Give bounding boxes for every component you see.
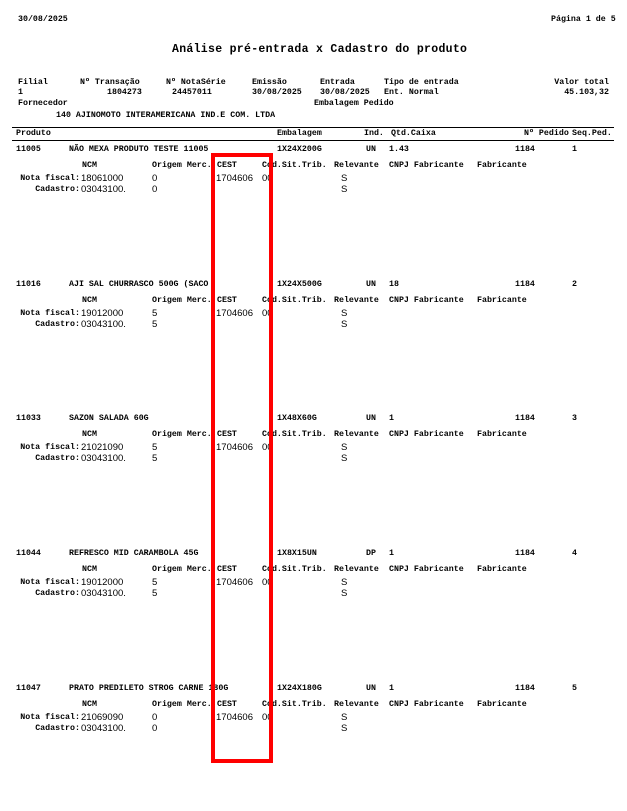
sub-col-origem: Origem Merc. — [152, 161, 212, 170]
nf-relevante: S — [341, 442, 348, 453]
nf-relevante: S — [341, 712, 348, 723]
product-name: NÃO MEXA PRODUTO TESTE 11005 — [69, 145, 209, 154]
nf-cst: 00 — [262, 712, 273, 723]
product-pedido: 1184 — [515, 145, 535, 154]
entrada-value: 30/08/2025 — [320, 88, 370, 97]
nf-relevante: S — [341, 308, 348, 319]
sub-col-relevante: Relevante — [334, 430, 379, 439]
product-ind: UN — [366, 280, 376, 289]
cad-ncm: 03043100. — [81, 723, 126, 734]
cad-origem: 5 — [152, 319, 158, 330]
product-qtd-caixa: 1 — [389, 684, 394, 693]
emissao-value: 30/08/2025 — [252, 88, 302, 97]
nf-ncm: 19012000 — [81, 577, 124, 588]
nf-origem: 5 — [152, 442, 158, 453]
sub-col-relevante: Relevante — [334, 296, 379, 305]
nf-cst: 00 — [262, 308, 273, 319]
cest-highlight-box — [211, 153, 273, 763]
product-block — [0, 681, 627, 811]
cad-relevante: S — [341, 723, 348, 734]
nf-cest: 1704606 — [216, 308, 253, 319]
cad-origem: 0 — [152, 723, 158, 734]
nf-origem: 5 — [152, 577, 158, 588]
sub-col-ncm: NCM — [82, 565, 97, 574]
col-qtd-caixa: Qtd.Caixa — [391, 129, 436, 138]
sub-col-cnpj: CNPJ Fabricante — [389, 565, 464, 574]
nf-ncm: 18061000 — [81, 173, 124, 184]
product-pedido: 1184 — [515, 684, 535, 693]
sub-col-fabricante: Fabricante — [477, 700, 527, 709]
sub-col-relevante: Relevante — [334, 700, 379, 709]
nf-ncm: 19012000 — [81, 308, 124, 319]
product-name: REFRESCO MID CARAMBOLA 45G — [69, 549, 199, 558]
sub-col-cnpj: CNPJ Fabricante — [389, 296, 464, 305]
nota-fiscal-label: Nota fiscal: — [20, 578, 80, 587]
sub-col-ncm: NCM — [82, 430, 97, 439]
transacao-label: Nº Transação — [80, 78, 140, 87]
product-pedido: 1184 — [515, 414, 535, 423]
sub-col-cnpj: CNPJ Fabricante — [389, 700, 464, 709]
cad-relevante: S — [341, 453, 348, 464]
col-ind: Ind. — [364, 129, 384, 138]
sub-col-cnpj: CNPJ Fabricante — [389, 161, 464, 170]
product-qtd-caixa: 1 — [389, 414, 394, 423]
nota-label: Nº NotaSérie — [166, 78, 226, 87]
sub-col-relevante: Relevante — [334, 161, 379, 170]
cadastro-label: Cadastro: — [35, 320, 80, 329]
nota-value: 24457011 — [172, 88, 212, 97]
product-name: AJI SAL CHURRASCO 500G (SACO — [69, 280, 209, 289]
product-embalagem: 1X8X15UN — [277, 549, 317, 558]
product-block — [0, 546, 627, 676]
product-block — [0, 142, 627, 272]
product-seq-ped: 5 — [572, 684, 577, 693]
sub-col-fabricante: Fabricante — [477, 296, 527, 305]
nf-cst: 00 — [262, 577, 273, 588]
fornecedor-value: 140 AJINOMOTO INTERAMERICANA IND.E COM. LTDA — [56, 111, 276, 120]
cadastro-label: Cadastro: — [35, 454, 80, 463]
sub-col-cod-sit: Cód.Sit.Trib. — [262, 161, 327, 170]
cad-relevante: S — [341, 588, 348, 599]
product-code: 11044 — [16, 549, 41, 558]
cad-relevante: S — [341, 184, 348, 195]
product-qtd-caixa: 1 — [389, 549, 394, 558]
nf-ncm: 21069090 — [81, 712, 124, 723]
product-seq-ped: 2 — [572, 280, 577, 289]
product-seq-ped: 4 — [572, 549, 577, 558]
product-code: 11016 — [16, 280, 41, 289]
sub-col-cod-sit: Cód.Sit.Trib. — [262, 296, 327, 305]
nota-fiscal-label: Nota fiscal: — [20, 443, 80, 452]
col-pedido: Nº Pedido — [524, 129, 569, 138]
product-code: 11033 — [16, 414, 41, 423]
product-pedido: 1184 — [515, 549, 535, 558]
tipo-value: Ent. Normal — [384, 88, 439, 97]
sub-col-relevante: Relevante — [334, 565, 379, 574]
product-pedido: 1184 — [515, 280, 535, 289]
cad-ncm: 03043100. — [81, 184, 126, 195]
product-qtd-caixa: 1.43 — [389, 145, 409, 154]
sub-col-cnpj: CNPJ Fabricante — [389, 430, 464, 439]
product-seq-ped: 3 — [572, 414, 577, 423]
sub-col-ncm: NCM — [82, 161, 97, 170]
header-top-rule — [12, 127, 614, 128]
sub-col-cest: CEST — [217, 430, 237, 439]
product-embalagem: 1X24X500G — [277, 280, 322, 289]
nf-ncm: 21021090 — [81, 442, 124, 453]
sub-col-cod-sit: Cód.Sit.Trib. — [262, 700, 327, 709]
nf-origem: 0 — [152, 173, 158, 184]
sub-col-origem: Origem Merc. — [152, 430, 212, 439]
sub-col-cod-sit: Cód.Sit.Trib. — [262, 430, 327, 439]
cad-ncm: 03043100. — [81, 588, 126, 599]
product-ind: UN — [366, 414, 376, 423]
sub-col-origem: Origem Merc. — [152, 565, 212, 574]
product-name: SAZON SALADA 60G — [69, 414, 149, 423]
nf-cst: 00 — [262, 442, 273, 453]
transacao-value: 1804273 — [107, 88, 142, 97]
nota-fiscal-label: Nota fiscal: — [20, 713, 80, 722]
cad-relevante: S — [341, 319, 348, 330]
cad-origem: 5 — [152, 588, 158, 599]
valor-label: Valor total — [554, 78, 609, 87]
emissao-label: Emissão — [252, 78, 287, 87]
nf-cest: 1704606 — [216, 712, 253, 723]
valor-value: 45.103,32 — [564, 88, 609, 97]
sub-col-ncm: NCM — [82, 296, 97, 305]
product-qtd-caixa: 18 — [389, 280, 399, 289]
product-ind: UN — [366, 684, 376, 693]
nf-cest: 1704606 — [216, 173, 253, 184]
fornecedor-label: Fornecedor — [18, 99, 68, 108]
filial-label: Filial — [18, 78, 48, 87]
header-bottom-rule — [12, 140, 614, 141]
tipo-label: Tipo de entrada — [384, 78, 459, 87]
cad-ncm: 03043100. — [81, 319, 126, 330]
product-ind: UN — [366, 145, 376, 154]
embalagem-pedido-label: Embalagem Pedido — [314, 99, 394, 108]
sub-col-fabricante: Fabricante — [477, 565, 527, 574]
product-code: 11047 — [16, 684, 41, 693]
product-ind: DP — [366, 549, 376, 558]
nf-relevante: S — [341, 577, 348, 588]
nf-relevante: S — [341, 173, 348, 184]
nf-origem: 5 — [152, 308, 158, 319]
product-embalagem: 1X24X180G — [277, 684, 322, 693]
nf-cest: 1704606 — [216, 577, 253, 588]
nf-cest: 1704606 — [216, 442, 253, 453]
cad-origem: 5 — [152, 453, 158, 464]
col-embalagem: Embalagem — [277, 129, 322, 138]
nota-fiscal-label: Nota fiscal: — [20, 174, 80, 183]
product-block — [0, 411, 627, 541]
sub-col-fabricante: Fabricante — [477, 161, 527, 170]
nf-cst: 00 — [262, 173, 273, 184]
cadastro-label: Cadastro: — [35, 589, 80, 598]
sub-col-ncm: NCM — [82, 700, 97, 709]
cad-origem: 0 — [152, 184, 158, 195]
sub-col-cest: CEST — [217, 161, 237, 170]
sub-col-cest: CEST — [217, 296, 237, 305]
report-date: 30/08/2025 — [18, 15, 68, 24]
sub-col-cest: CEST — [217, 565, 237, 574]
product-seq-ped: 1 — [572, 145, 577, 154]
col-produto: Produto — [16, 129, 51, 138]
nota-fiscal-label: Nota fiscal: — [20, 309, 80, 318]
filial-value: 1 — [18, 88, 23, 97]
cadastro-label: Cadastro: — [35, 185, 80, 194]
page-title: Análise pré-entrada x Cadastro do produto — [172, 43, 468, 56]
nf-origem: 0 — [152, 712, 158, 723]
product-name: PRATO PREDILETO STROG CARNE 180G — [69, 684, 229, 693]
product-block — [0, 277, 627, 407]
sub-col-cest: CEST — [217, 700, 237, 709]
entrada-label: Entrada — [320, 78, 355, 87]
page-number: Página 1 de 5 — [551, 15, 616, 24]
product-embalagem: 1X48X60G — [277, 414, 317, 423]
sub-col-origem: Origem Merc. — [152, 296, 212, 305]
cad-ncm: 03043100. — [81, 453, 126, 464]
product-code: 11005 — [16, 145, 41, 154]
col-seq-ped: Seq.Ped. — [572, 129, 612, 138]
sub-col-cod-sit: Cód.Sit.Trib. — [262, 565, 327, 574]
product-embalagem: 1X24X200G — [277, 145, 322, 154]
cadastro-label: Cadastro: — [35, 724, 80, 733]
sub-col-origem: Origem Merc. — [152, 700, 212, 709]
sub-col-fabricante: Fabricante — [477, 430, 527, 439]
